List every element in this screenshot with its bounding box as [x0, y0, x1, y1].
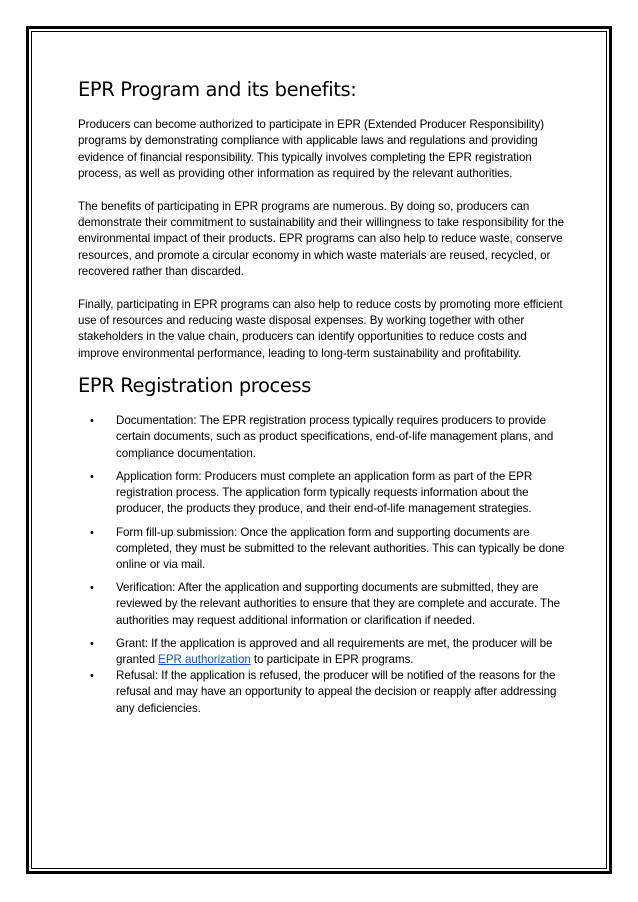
bullet-icon: •: [90, 470, 94, 483]
bullet-icon: •: [90, 582, 94, 595]
list-item: [78, 580, 568, 629]
heading-registration-process: EPR Registration process: [78, 374, 311, 398]
epr-authorization-link[interactable]: EPR authorization: [158, 652, 251, 666]
registration-steps-list: [78, 413, 568, 716]
list-item: [78, 469, 568, 518]
paragraph-benefits: The benefits of participating in EPR programs are numerous. By doing so, producers can demonstrate their commitment to sustainability and their willingness to take responsibility for the environmental impact of their products. EPR programs can also help to reduce waste, conserve resources, and promote a circular economy in which waste materials are reused, recycled, or recovered rather than discarded.: [78, 199, 565, 279]
heading-epr-program: EPR Program and its benefits:: [78, 78, 357, 101]
step-verification: Verification: After the application and supporting documents are submitted, they are reviewed by the relevant authorities to ensure that they are complete and accurate. The authorities may request additional information or clarification if needed.: [116, 581, 560, 627]
step-documentation: Documentation: The EPR registration process typically requires producers to provide certain documents, such as product specifications, end-of-life management plans, and compliance documentation.: [116, 414, 554, 460]
list-item: [78, 413, 568, 462]
bullet-icon: •: [90, 526, 94, 539]
list-item: [78, 636, 568, 668]
step-refusal: Refusal: If the application is refused, the producer will be notified of the reasons for the refusal and may have an opportunity to appeal the decision or reapply after addressing any deficiencies.: [116, 669, 557, 715]
step-grant-after: to participate in EPR programs.: [250, 652, 414, 666]
list-item: [78, 525, 568, 574]
step-form-submission: Form fill-up submission: Once the application form and supporting documents are completed, they must be submitted to the relevant authorities. This can typically be done online or via mail.: [116, 525, 565, 571]
bullet-icon: •: [90, 637, 94, 650]
paragraph-costs: Finally, participating in EPR programs can also help to reduce costs by promoting more efficient use of resources and reducing waste disposal expenses. By working together with other stakeholders in the value chain, producers can identify opportunities to reduce costs and improve environmental performance, leading to long-term sustainability and profitability.: [78, 297, 563, 360]
step-grant-before: Grant: If the application is approved and all requirements are met, the producer will be granted: [116, 636, 553, 666]
step-application-form: Application form: Producers must complete an application form as part of the EPR registration process. The application form typically requests information about the producer, the products they produce, and their end-of-life management strategies.: [116, 469, 533, 516]
list-item: [78, 668, 568, 717]
paragraph-authorization: Producers can become authorized to participate in EPR (Extended Producer Responsibility) programs by demonstrating compliance with applicable laws and regulations and providing evidence of financial responsibility. This typically involves completing the EPR registration process, as well as providing other information as required by the relevant authorities.: [78, 118, 545, 181]
bullet-icon: •: [90, 670, 94, 683]
document-body: [78, 70, 568, 724]
bullet-icon: •: [90, 415, 94, 428]
